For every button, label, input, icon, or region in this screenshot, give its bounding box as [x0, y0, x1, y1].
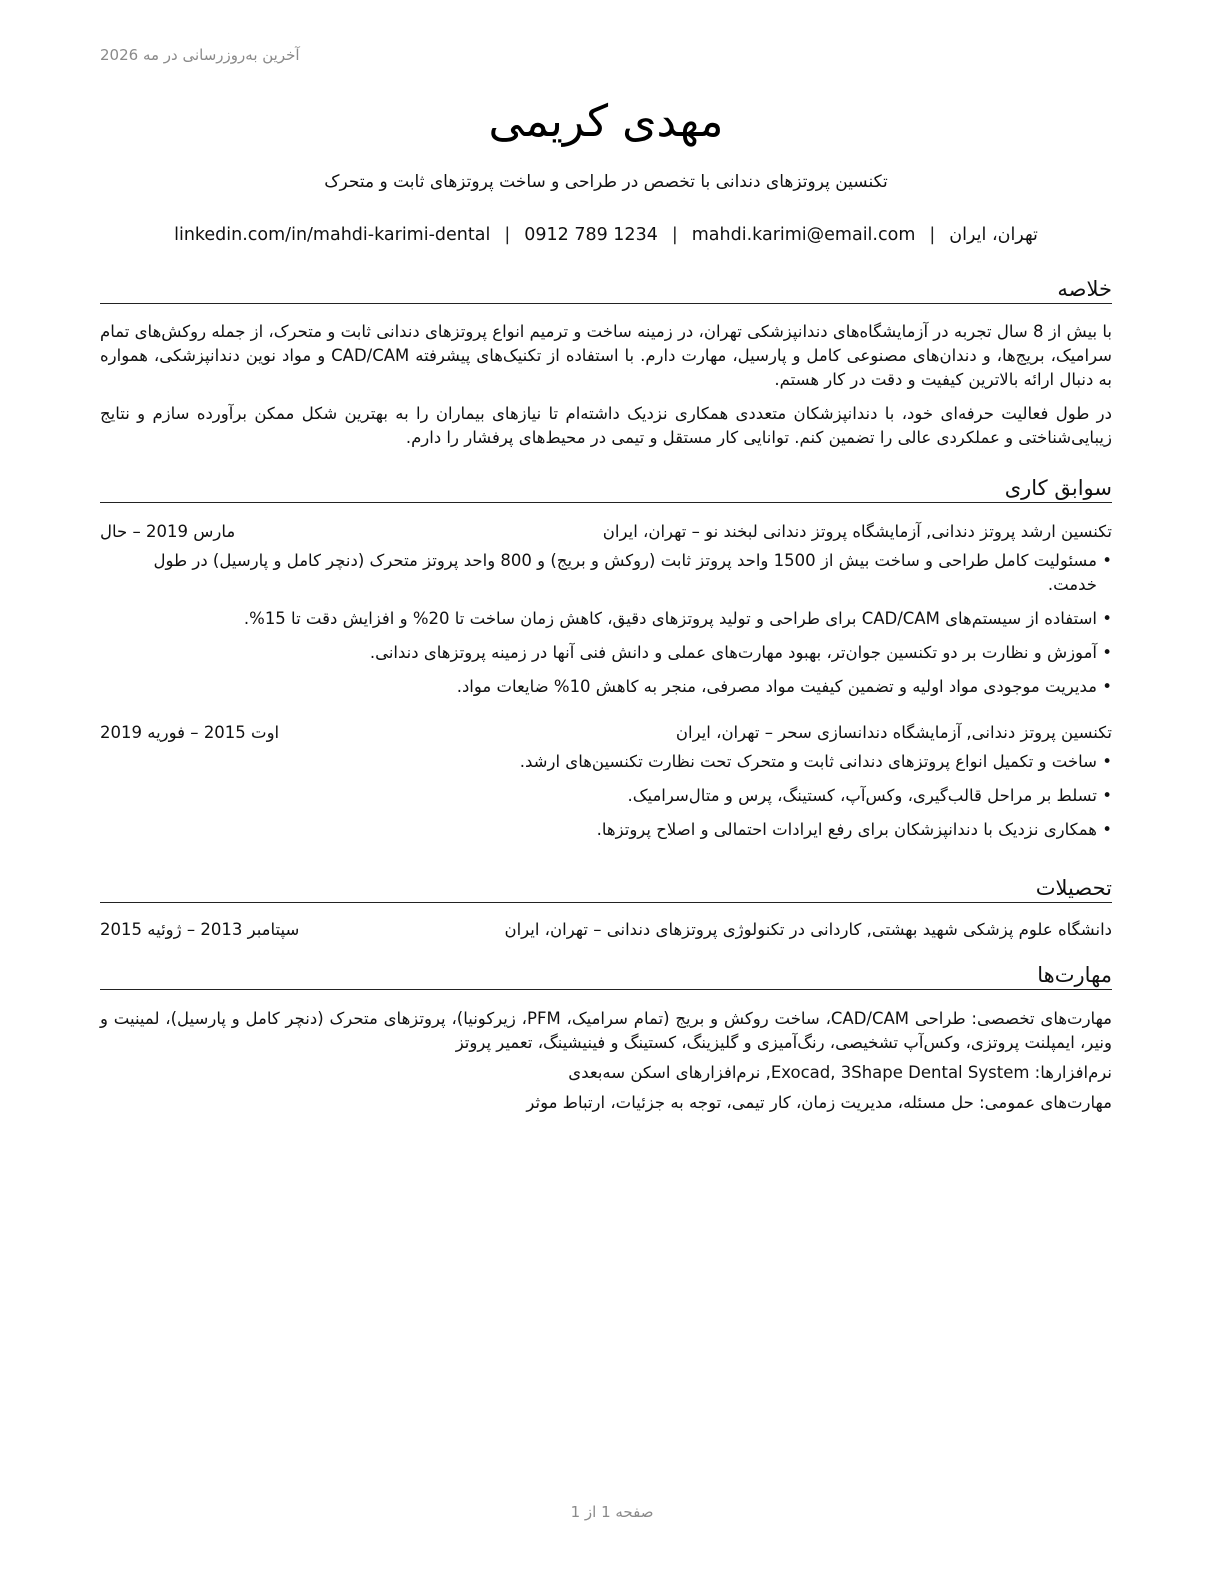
education-entry	[100, 917, 1112, 943]
contact-phone: 0912 789 1234	[524, 225, 658, 245]
page-number: صفحه 1 از 1	[570, 1503, 654, 1521]
job-entry	[100, 519, 1112, 699]
contact-separator: |	[929, 225, 936, 245]
job-title: تکنسین پروتز دندانی, آزمایشگاه دندانسازی سحر – تهران، ایران	[675, 723, 1112, 742]
contact-separator: |	[504, 225, 511, 245]
job-bullet-text: مسئولیت کامل طراحی و ساخت بیش از 1500 واحد پروتز ثابت (روکش و بریج) و 800 واحد پروتز متحرک (دنچر کامل و پارسیل) در طول خدمت.	[153, 551, 1097, 594]
education-section	[100, 875, 1112, 943]
job-bullets	[100, 750, 1112, 842]
section-title-skills: مهارت‌ها	[100, 962, 1112, 990]
experience-section	[100, 475, 1112, 852]
job-bullets	[100, 549, 1112, 699]
job-bullet-text: همکاری نزدیک با دندانپزشکان برای رفع ایرادات احتمالی و اصلاح پروتزها.	[596, 820, 1097, 839]
summary-section	[100, 276, 1112, 450]
job-header	[100, 720, 1112, 746]
job-bullet: • استفاده از سیستم‌های CAD/CAM برای طراحی و تولید پروتزهای دقیق، کاهش زمان ساخت تا 20% و افزایش دقت تا 15%.	[243, 609, 1112, 628]
job-bullet: • مسئولیت کامل طراحی و ساخت بیش از 1500 واحد پروتز ثابت (روکش و بریج) و 800 واحد پروتز متحرک (دنچر کامل و پارسیل) در طول خدمت.	[153, 551, 1112, 594]
section-title-summary: خلاصه	[100, 276, 1112, 304]
skills-section	[100, 962, 1112, 1121]
summary-paragraph: در طول فعالیت حرفه‌ای خود، با دندانپزشکان متعددی همکاری نزدیک داشته‌ام تا نیازهای بیماران را به بهترین شکل ممکن برآورده سازم و نتایج زیبایی‌شناختی و عملکردی عالی را تضمین کنم. توانایی کار مستقل و تیمی در محیط‌های پرفشار را دارم.	[100, 404, 1112, 447]
candidate-headline: تکنسین پروتزهای دندانی با تخصص در طراحی و ساخت پروتزهای ثابت و متحرک	[324, 172, 888, 192]
job-bullet-text: مدیریت موجودی مواد اولیه و تضمین کیفیت مواد مصرفی، منجر به کاهش 10% ضایعات مواد.	[456, 677, 1097, 696]
section-title-education: تحصیلات	[100, 875, 1112, 903]
skills-line: مهارت‌های عمومی: حل مسئله، مدیریت زمان، کار تیمی، توجه به جزئیات، ارتباط موثر	[526, 1093, 1112, 1112]
job-bullet: • آموزش و نظارت بر دو تکنسین جوان‌تر، بهبود مهارت‌های عملی و دانش فنی آنها در زمینه پروتزهای دندانی.	[369, 643, 1112, 662]
job-bullet-text: تسلط بر مراحل قالب‌گیری، وکس‌آپ، کستینگ، پرس و متال‌سرامیک.	[627, 786, 1097, 805]
job-bullet-text: استفاده از سیستم‌های CAD/CAM برای طراحی و تولید پروتزهای دقیق، کاهش زمان ساخت تا 20% و افزایش دقت تا 15%.	[243, 609, 1097, 628]
summary-paragraph: با بیش از 8 سال تجربه در آزمایشگاه‌های دندانپزشکی تهران، در زمینه ساخت و ترمیم انواع پروتزهای دندانی ثابت و متحرک، از جمله روکش‌های تمام سرامیک، بریج‌ها، و دندان‌های مصنوعی کامل و پارسیل، مهارت دارم. با استفاده از تکنیک‌های پیشرفته CAD/CAM و مواد نوین دندانپزشکی، همواره به دنبال ارائه بالاترین کیفیت و دقت در کار هستم.	[100, 322, 1113, 389]
education-dates: سپتامبر 2013 – ژوئیه 2015	[100, 920, 300, 939]
last-updated-note: آخرین به‌روزرسانی در مه 2026	[100, 46, 300, 64]
job-bullet: • ساخت و تکمیل انواع پروتزهای دندانی ثابت و متحرک تحت نظارت تکنسین‌های ارشد.	[519, 752, 1112, 771]
contact-separator: |	[671, 225, 678, 245]
job-bullet: • همکاری نزدیک با دندانپزشکان برای رفع ایرادات احتمالی و اصلاح پروتزها.	[596, 820, 1112, 839]
job-dates: مارس 2019 – حال	[100, 522, 236, 541]
job-bullet-text: آموزش و نظارت بر دو تکنسین جوان‌تر، بهبود مهارت‌های عملی و دانش فنی آنها در زمینه پروتزهای دندانی.	[369, 643, 1097, 662]
job-title: تکنسین ارشد پروتز دندانی, آزمایشگاه پروتز دندانی لبخند نو – تهران، ایران	[602, 522, 1112, 541]
job-dates: اوت 2015 – فوریه 2019	[100, 723, 280, 742]
candidate-name: مهدی کریمی	[488, 96, 724, 147]
contact-linkedin-link[interactable]: linkedin.com/in/mahdi-karimi-dental	[174, 225, 491, 245]
skills-line: نرم‌افزارها: Exocad, 3Shape Dental System, نرم‌افزارهای اسکن سه‌بعدی	[568, 1063, 1112, 1082]
resume-page	[100, 0, 1112, 1584]
education-title: دانشگاه علوم پزشکی شهید بهشتی, کاردانی در تکنولوژی پروتزهای دندانی – تهران، ایران	[504, 920, 1112, 939]
skills-line: مهارت‌های تخصصی: طراحی CAD/CAM، ساخت روکش و بریج (تمام سرامیک، PFM، زیرکونیا)، پروتزهای متحرک (دنچر کامل و پارسیل)، لمینیت و ونیر، ایمپلنت پروتزی، وکس‌آپ تشخیصی، رنگ‌آمیزی و گلیزینگ، کستینگ و فینیشینگ، تعمیر پروتز	[100, 1009, 1113, 1052]
job-bullet: • تسلط بر مراحل قالب‌گیری، وکس‌آپ، کستینگ، پرس و متال‌سرامیک.	[627, 786, 1112, 805]
job-bullet: • مدیریت موجودی مواد اولیه و تضمین کیفیت مواد مصرفی، منجر به کاهش 10% ضایعات مواد.	[456, 677, 1112, 696]
job-header	[100, 519, 1112, 545]
contact-email-link[interactable]: mahdi.karimi@email.com	[691, 225, 916, 245]
contact-line	[100, 222, 1112, 248]
job-entry	[100, 720, 1112, 842]
contact-location: تهران، ایران	[949, 225, 1038, 245]
section-title-experience: سوابق کاری	[100, 475, 1112, 503]
job-bullet-text: ساخت و تکمیل انواع پروتزهای دندانی ثابت و متحرک تحت نظارت تکنسین‌های ارشد.	[519, 752, 1097, 771]
